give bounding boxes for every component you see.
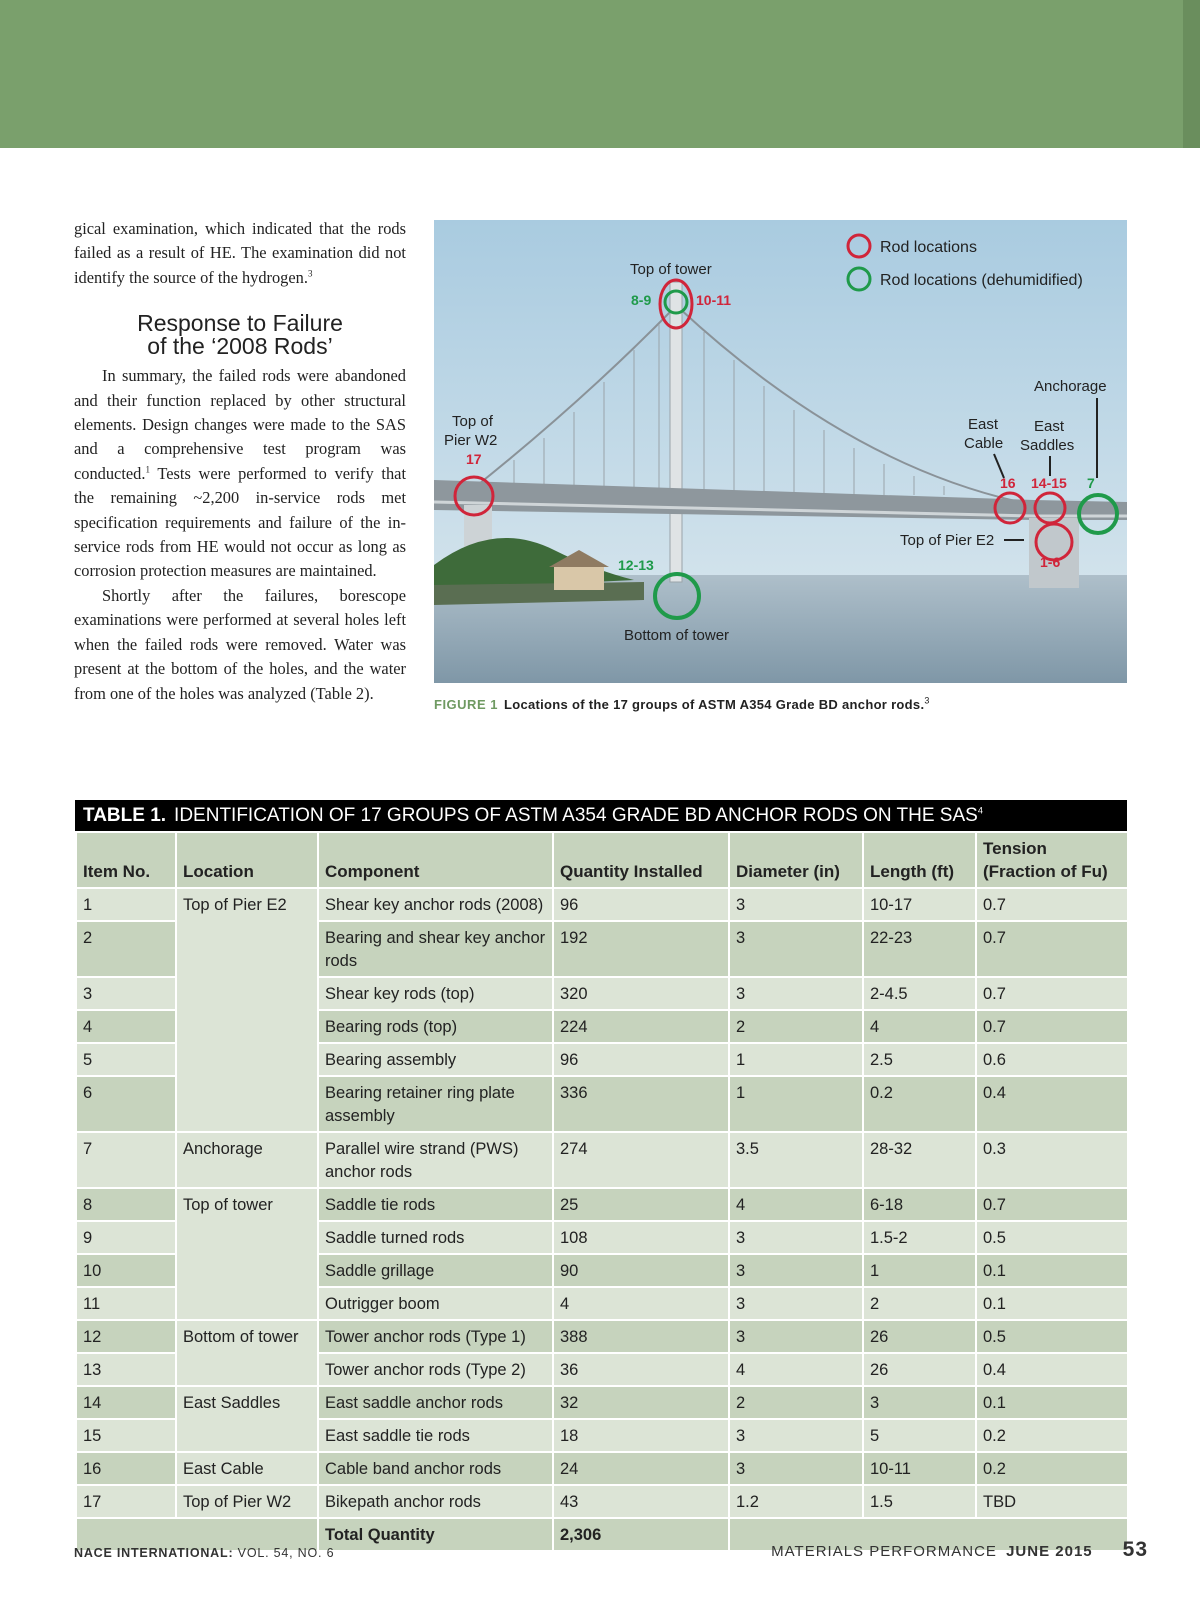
label-east-cable-2: Cable xyxy=(964,435,1004,452)
table-cell: 90 xyxy=(553,1254,729,1287)
table-cell: 1 xyxy=(76,888,176,921)
table-cell: 1 xyxy=(729,1076,863,1132)
label-top-of-pier-w2-2: Pier W2 xyxy=(444,432,498,449)
table-cell: 4 xyxy=(729,1353,863,1386)
location-cell: Top of Pier E2 xyxy=(176,888,318,1132)
table-cell: 108 xyxy=(553,1221,729,1254)
table-cell: 0.1 xyxy=(976,1386,1128,1419)
table-header-row xyxy=(76,832,1128,888)
column-header: Component xyxy=(318,832,553,888)
table-row xyxy=(76,888,1128,921)
table-cell: 43 xyxy=(553,1485,729,1518)
table-cell: 0.5 xyxy=(976,1221,1128,1254)
table-cell: 3 xyxy=(729,1320,863,1353)
table-body xyxy=(76,888,1128,1551)
table-cell: 3 xyxy=(729,977,863,1010)
table-cell: 5 xyxy=(863,1419,976,1452)
house xyxy=(554,565,604,590)
table-cell: 224 xyxy=(553,1010,729,1043)
table-cell: 2 xyxy=(729,1010,863,1043)
table-cell: 2 xyxy=(76,921,176,977)
ref-superscript: 4 xyxy=(977,805,983,816)
paragraph-1: gical examination, which indicated that the rods failed as a result of HE. The examination did not identify the source of the hydrogen.$^3$ xyxy=(74,219,406,287)
label-anchorage: Anchorage xyxy=(1034,378,1107,395)
table-cell: 4 xyxy=(553,1287,729,1320)
table-cell: 0.4 xyxy=(976,1076,1128,1132)
paragraph-2: In summary, the failed rods were abandoned and their function replaced by other structural elements. Design changes were made to the SAS and a comprehensive test program was conducted.$^1$ Tests were performed to verify that the remaining ~2,200 in-service rods met specification requirements and failure of the in-service rods from HE would not occur as long as corrosion protection measures are maintained. xyxy=(74,366,406,581)
table-cell: 6-18 xyxy=(863,1188,976,1221)
table-cell: Outrigger boom xyxy=(318,1287,553,1320)
table-cell: 14 xyxy=(76,1386,176,1419)
column-header: Location xyxy=(176,832,318,888)
label-top-of-pier-w2-1: Top of xyxy=(452,413,493,430)
column-header: Item No. xyxy=(76,832,176,888)
table-cell: 0.4 xyxy=(976,1353,1128,1386)
anchor-rod-table xyxy=(75,831,1129,1552)
header-band xyxy=(0,0,1183,148)
label-10-11: 10-11 xyxy=(696,292,732,308)
table-cell: 16 xyxy=(76,1452,176,1485)
table-cell: 96 xyxy=(553,1043,729,1076)
label-12-13: 12-13 xyxy=(618,557,654,573)
table-cell: 2 xyxy=(863,1287,976,1320)
bridge-illustration xyxy=(434,220,1127,683)
table-cell: 0.7 xyxy=(976,921,1128,977)
table-cell: 3 xyxy=(76,977,176,1010)
ref-superscript: 3 xyxy=(307,268,313,279)
table-cell: 2-4.5 xyxy=(863,977,976,1010)
table-cell: 22-23 xyxy=(863,921,976,977)
table-cell: 15 xyxy=(76,1419,176,1452)
table-cell: 1.5-2 xyxy=(863,1221,976,1254)
table-cell: Bikepath anchor rods xyxy=(318,1485,553,1518)
location-cell: Top of Pier W2 xyxy=(176,1485,318,1518)
column-header: Tension (Fraction of Fu) xyxy=(976,832,1128,888)
figure-1 xyxy=(434,220,1127,683)
table-cell: 0.2 xyxy=(976,1452,1128,1485)
section-title: Response to Failure of the ‘2008 Rods’ xyxy=(137,310,343,360)
table-cell: 1.2 xyxy=(729,1485,863,1518)
table-cell: Saddle grillage xyxy=(318,1254,553,1287)
table-cell: 0.6 xyxy=(976,1043,1128,1076)
table-cell: 4 xyxy=(863,1010,976,1043)
table-cell: 0.1 xyxy=(976,1254,1128,1287)
table-cell: 25 xyxy=(553,1188,729,1221)
table-cell: 0.5 xyxy=(976,1320,1128,1353)
body-column xyxy=(74,217,406,706)
table-cell: 3 xyxy=(863,1386,976,1419)
location-cell: East Saddles xyxy=(176,1386,318,1452)
table-row xyxy=(76,1386,1128,1419)
table-cell: 9 xyxy=(76,1221,176,1254)
table-cell: 17 xyxy=(76,1485,176,1518)
ref-superscript: 3 xyxy=(924,695,930,706)
table-cell: Parallel wire strand (PWS) anchor rods xyxy=(318,1132,553,1188)
table-cell: 24 xyxy=(553,1452,729,1485)
table-cell: Shear key rods (top) xyxy=(318,977,553,1010)
label-16: 16 xyxy=(1000,475,1016,491)
label-17: 17 xyxy=(466,451,482,467)
table-cell: 6 xyxy=(76,1076,176,1132)
header-band-edge xyxy=(1183,0,1200,148)
label-east-saddles-1: East xyxy=(1034,418,1065,435)
table-cell: 10-17 xyxy=(863,888,976,921)
table-cell: 11 xyxy=(76,1287,176,1320)
table-cell: 2 xyxy=(729,1386,863,1419)
table-cell: Bearing retainer ring plate assembly xyxy=(318,1076,553,1132)
table-cell: 0.3 xyxy=(976,1132,1128,1188)
table-row xyxy=(76,1452,1128,1485)
table-row xyxy=(76,1485,1128,1518)
table-cell: 3 xyxy=(729,1419,863,1452)
table-cell: 0.7 xyxy=(976,1010,1128,1043)
table-cell: 13 xyxy=(76,1353,176,1386)
table-cell: 0.1 xyxy=(976,1287,1128,1320)
table-cell: 274 xyxy=(553,1132,729,1188)
table-cell: 320 xyxy=(553,977,729,1010)
label-bottom-of-tower: Bottom of tower xyxy=(624,627,730,644)
location-cell: Anchorage xyxy=(176,1132,318,1188)
table-cell: Saddle tie rods xyxy=(318,1188,553,1221)
figure-caption-text: Locations of the 17 groups of ASTM A354 Grade BD anchor rods. xyxy=(503,697,925,712)
table-cell: 2.5 xyxy=(863,1043,976,1076)
table-cell: Bearing and shear key anchor rods xyxy=(318,921,553,977)
table-cell: 1 xyxy=(863,1254,976,1287)
table-cell: 10 xyxy=(76,1254,176,1287)
table-cell: East saddle tie rods xyxy=(318,1419,553,1452)
table-cell: Cable band anchor rods xyxy=(318,1452,553,1485)
location-cell: Bottom of tower xyxy=(176,1320,318,1386)
figure-caption xyxy=(434,697,1154,712)
footer-publisher: NACE INTERNATIONAL: VOL. 54, NO. 6 xyxy=(74,1546,335,1560)
table-cell: Bearing assembly xyxy=(318,1043,553,1076)
column-header: Quantity Installed xyxy=(553,832,729,888)
page-number: 53 xyxy=(1122,1538,1148,1561)
table-cell: 12 xyxy=(76,1320,176,1353)
table-cell: 26 xyxy=(863,1353,976,1386)
figure-label: FIGURE 1 xyxy=(434,697,498,712)
table-1 xyxy=(75,800,1127,1552)
table-cell: 0.7 xyxy=(976,1188,1128,1221)
footer-issue: MATERIALS PERFORMANCE JUNE 2015 53 xyxy=(771,1538,1148,1561)
table-cell: Bearing rods (top) xyxy=(318,1010,553,1043)
column-header: Length (ft) xyxy=(863,832,976,888)
table-title: TABLE 1. IDENTIFICATION OF 17 GROUPS OF ASTM A354 GRADE BD ANCHOR RODS ON THE SAS$^4$ xyxy=(75,800,1127,831)
label-top-of-pier-e2: Top of Pier E2 xyxy=(900,532,995,549)
table-cell: 5 xyxy=(76,1043,176,1076)
table-cell: 3 xyxy=(729,1254,863,1287)
table-row xyxy=(76,1320,1128,1353)
table-cell: 0.2 xyxy=(863,1076,976,1132)
table-cell: 8 xyxy=(76,1188,176,1221)
table-cell: 0.7 xyxy=(976,888,1128,921)
table-cell: 3 xyxy=(729,888,863,921)
table-cell: Shear key anchor rods (2008) xyxy=(318,888,553,921)
pier-e2 xyxy=(1029,518,1079,588)
table-cell: Tower anchor rods (Type 2) xyxy=(318,1353,553,1386)
paragraph-3: Shortly after the failures, borescope examinations were performed at several holes left when the failed rods were removed. Water was present at the bottom of the holes, and the water from one of the holes was analyzed (Table 2). xyxy=(74,585,406,703)
location-cell: Top of tower xyxy=(176,1188,318,1320)
table-cell: 3 xyxy=(729,1452,863,1485)
table-cell: 28-32 xyxy=(863,1132,976,1188)
total-cell: 2,306 xyxy=(553,1518,729,1551)
label-8-9: 8-9 xyxy=(631,292,652,308)
table-cell: 3.5 xyxy=(729,1132,863,1188)
label-top-of-tower: Top of tower xyxy=(630,261,712,278)
column-header: Diameter (in) xyxy=(729,832,863,888)
table-cell: 18 xyxy=(553,1419,729,1452)
table-cell: 0.2 xyxy=(976,1419,1128,1452)
table-cell: 388 xyxy=(553,1320,729,1353)
table-cell: 1.5 xyxy=(863,1485,976,1518)
table-cell: 32 xyxy=(553,1386,729,1419)
table-cell: Tower anchor rods (Type 1) xyxy=(318,1320,553,1353)
table-cell: 0.7 xyxy=(976,977,1128,1010)
total-cell: Total Quantity xyxy=(318,1518,553,1551)
table-row xyxy=(76,1188,1128,1221)
table-cell: 4 xyxy=(729,1188,863,1221)
table-row xyxy=(76,1132,1128,1188)
table-cell: 7 xyxy=(76,1132,176,1188)
table-cell: 96 xyxy=(553,888,729,921)
label-1-6: 1-6 xyxy=(1040,554,1061,570)
table-cell: 3 xyxy=(729,1287,863,1320)
label-14-15: 14-15 xyxy=(1031,475,1067,491)
table-cell: 4 xyxy=(76,1010,176,1043)
ref-superscript: 1 xyxy=(145,464,150,475)
label-east-saddles-2: Saddles xyxy=(1020,437,1075,454)
table-cell: 1 xyxy=(729,1043,863,1076)
table-cell: 336 xyxy=(553,1076,729,1132)
table-cell: 26 xyxy=(863,1320,976,1353)
table-cell: 3 xyxy=(729,921,863,977)
label-east-cable-1: East xyxy=(968,416,999,433)
table-cell: 36 xyxy=(553,1353,729,1386)
location-cell: East Cable xyxy=(176,1452,318,1485)
legend-red-label: Rod locations xyxy=(880,239,977,256)
table-cell: East saddle anchor rods xyxy=(318,1386,553,1419)
table-cell: Saddle turned rods xyxy=(318,1221,553,1254)
table-cell: 3 xyxy=(729,1221,863,1254)
label-7: 7 xyxy=(1087,475,1095,491)
table-cell: TBD xyxy=(976,1485,1128,1518)
table-cell: 10-11 xyxy=(863,1452,976,1485)
table-cell: 192 xyxy=(553,921,729,977)
legend-green-label: Rod locations (dehumidified) xyxy=(880,272,1083,289)
